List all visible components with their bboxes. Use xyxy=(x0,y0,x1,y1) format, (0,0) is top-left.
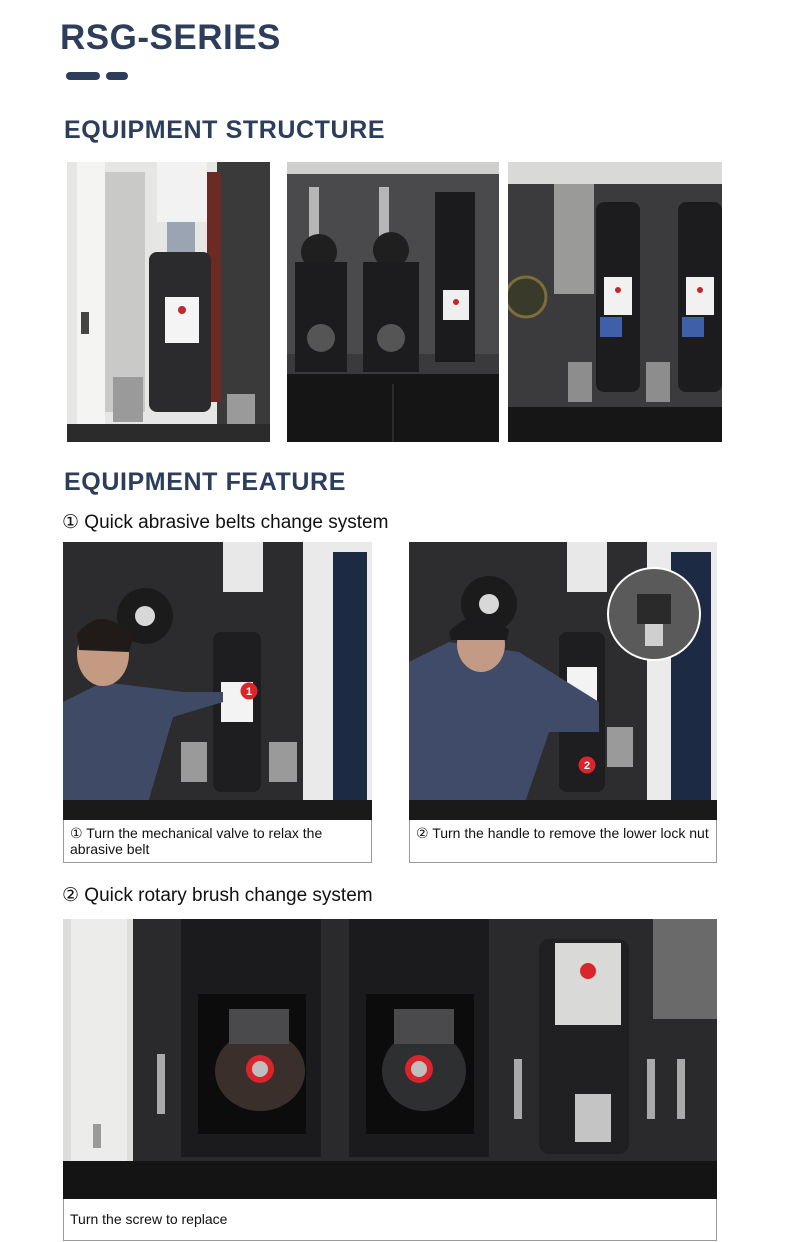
svg-text:1: 1 xyxy=(245,686,253,698)
brush-system-photo xyxy=(63,919,717,1199)
brush-system-label: ② Quick rotary brush change system xyxy=(62,885,373,906)
belt-step2-caption: ② Turn the handle to remove the lower lock nut xyxy=(416,825,709,841)
title-underline-dash-short xyxy=(106,72,128,80)
belt-step2-photo xyxy=(409,542,717,820)
belt-step1-caption: ① Turn the mechanical valve to relax the abrasive belt xyxy=(70,825,323,857)
step2-marker xyxy=(578,756,596,774)
structure-photo-sanding-head xyxy=(67,162,270,442)
structure-heading: EQUIPMENT STRUCTURE xyxy=(64,116,386,144)
belt-step1-photo xyxy=(63,542,372,820)
svg-text:2: 2 xyxy=(583,760,591,772)
title-underline-dash xyxy=(66,72,100,80)
belt-step2-caption-box xyxy=(409,820,717,863)
belt-step1-caption-box xyxy=(63,820,372,863)
feature-heading: EQUIPMENT FEATURE xyxy=(64,468,346,496)
brush-caption: Turn the screw to replace xyxy=(70,1211,228,1227)
step1-marker xyxy=(240,682,258,700)
brush-caption-box xyxy=(63,1199,717,1241)
belt-system-label: ① Quick abrasive belts change system xyxy=(62,512,389,533)
structure-photo-twin-heads xyxy=(508,162,722,442)
page-title: RSG-SERIES xyxy=(60,18,281,57)
structure-photo-brush-heads xyxy=(287,162,499,442)
